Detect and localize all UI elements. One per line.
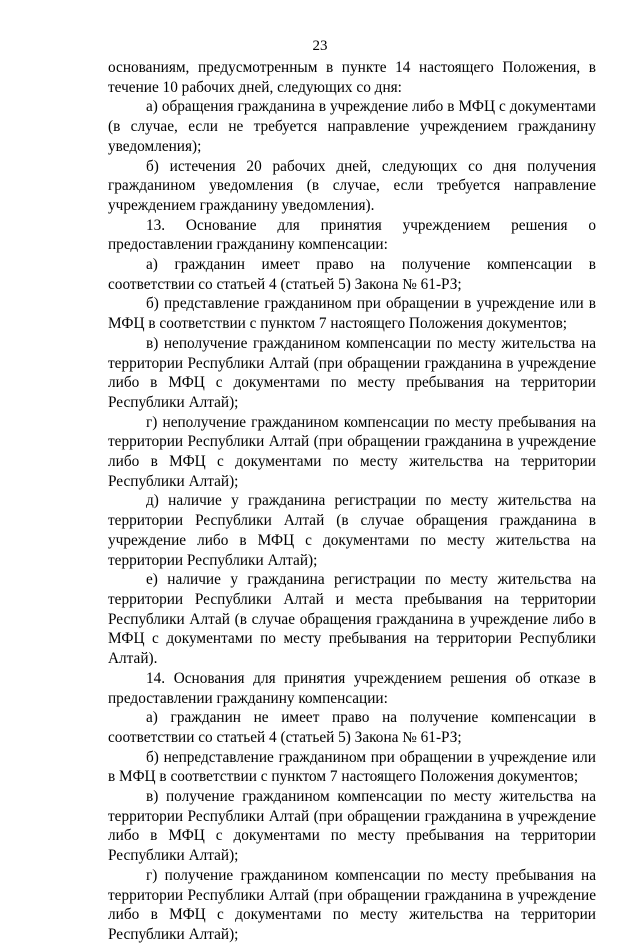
paragraph-12: а) гражданин не имеет право на получение компенсации в соответствии со статьей 4 (статьей 5) Закона № 61-РЗ; — [108, 709, 596, 746]
paragraph-4: 13. Основание для принятия учреждением решения о предоставлении гражданину компенсации: — [108, 216, 596, 254]
paragraph-7: в) неполучение гражданином компенсации по месту жительства на территории Республики Алтай (при обращении гражданина в учреждение либо в МФЦ с документами по месту пребывания на территории Республики Алтай); — [108, 334, 596, 411]
paragraph-9: д) наличие у гражданина регистрации по месту жительства на территории Республики Алтай (в случае обращения гражданина в учреждение либо в МФЦ с документами по месту жительства на территории Республики Алтай); — [108, 492, 596, 569]
paragraph-11: 14. Основания для принятия учреждением решения об отказе в предоставлении гражданину компенсации: — [108, 669, 596, 707]
paragraph-6: б) представление гражданином при обращении в учреждение или в МФЦ в соответствии с пунктом 7 настоящего Положения документов; — [108, 295, 596, 333]
paragraph-5: а) гражданин имеет право на получение компенсации в соответствии со статьей 4 (статьей 5) Закона № 61-РЗ; — [108, 256, 596, 293]
paragraph-13: б) непредставление гражданином при обращении в учреждение или в МФЦ в соответствии с пунктом 7 настоящего Положения документов; — [108, 748, 596, 786]
paragraph-1: основаниям, предусмотренным в пункте 14 настоящего Положения, в течение 10 рабочих дней, следующих со дня: — [108, 59, 596, 96]
page-number: 23 — [312, 38, 328, 54]
paragraph-10: е) наличие у гражданина регистрации по месту жительства на территории Республики Алтай и места пребывания на территории Республики Алтай (в случае обращения гражданина в учреждение либо в МФЦ с документами по месту пребывания на территории Республики Алтай). — [108, 571, 596, 668]
paragraph-15: г) получение гражданином компенсации по месту пребывания на территории Республики Алтай (при обращении гражданина в учреждение либо в МФЦ с документами по месту жительства на территории Республики Алтай); — [108, 866, 596, 943]
paragraph-2: а) обращения гражданина в учреждение либо в МФЦ с документами (в случае, если не требуется направление учреждением гражданину уведомления); — [108, 98, 596, 155]
paragraph-3: б) истечения 20 рабочих дней, следующих со дня получения гражданином уведомления (в случае, если требуется направление учреждением гражданину уведомления). — [108, 157, 596, 214]
paragraph-8: г) неполучение гражданином компенсации по месту пребывания на территории Республики Алтай (при обращении гражданина в учреждение либо в МФЦ с документами по месту жительства на территории Республики Алтай); — [108, 413, 596, 490]
paragraph-14: в) получение гражданином компенсации по месту жительства на территории Республики Алтай (при обращении гражданина в учреждение либо в МФЦ с документами по месту пребывания на территории Республики Алтай); — [108, 788, 596, 865]
document-body — [108, 58, 596, 945]
